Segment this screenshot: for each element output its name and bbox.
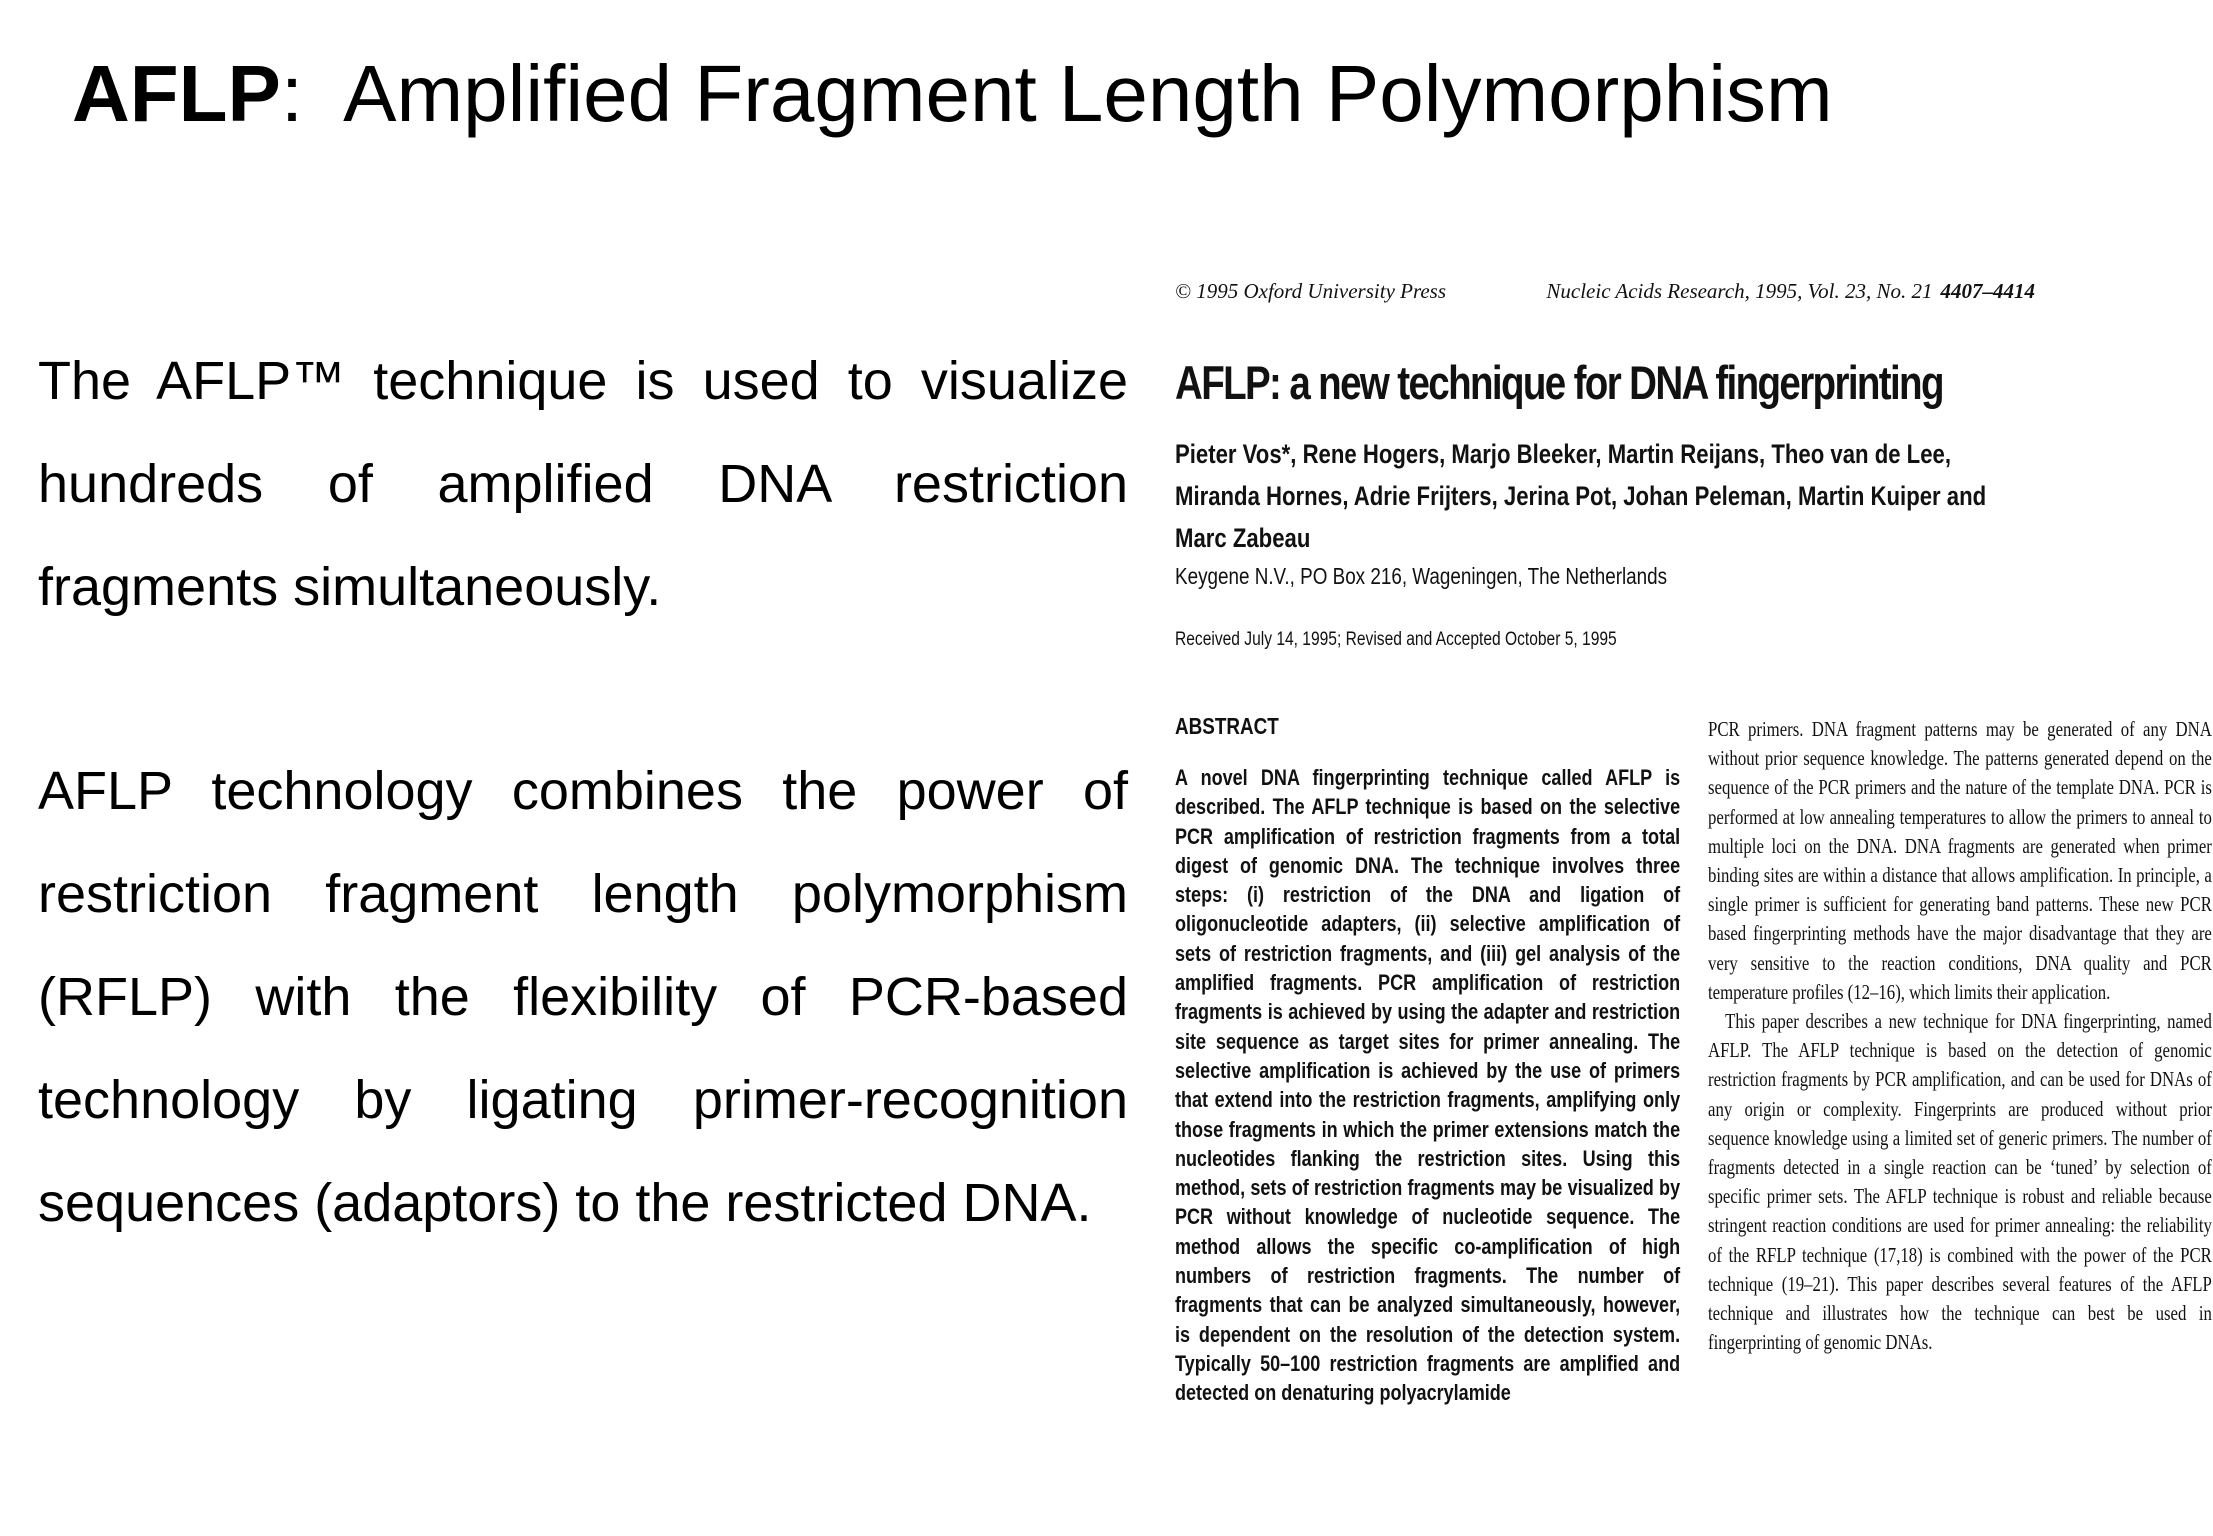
title-abbreviation: AFLP [72, 49, 281, 138]
paper-title: AFLP: a new technique for DNA fingerprinting [1175, 356, 1943, 409]
paper-pages: 4407–4414 [1940, 279, 2035, 303]
technology-paragraph: AFLP technology combines the power of restriction fragment length polymorphism (RFLP) with the flexibility of PCR-based technology by ligating primer-recognition sequences (adaptors) to the restricted DNA. [38, 761, 1128, 1233]
abstract-heading: ABSTRACT [1175, 713, 1279, 739]
abstract-text: A novel DNA fingerprinting technique called AFLP is described. The AFLP technique is based on the selective PCR amplification of restriction fragments from a total digest of genomic DNA. The technique involves three steps: (i) restriction of the DNA and ligation of oligonucleotide adapters, (ii) selective amplification of sets of restriction fragments, and (iii) gel analysis of the amplified fragments. PCR amplification of restriction fragments is achieved by using the adapter and restriction site sequence as target sites for primer annealing. The selective amplification is achieved by the use of primers that extend into the restriction fragments, amplifying only those fragments in which the primer extensions match the nucleotides flanking the restriction sites. Using this method, sets of restriction fragments may be visualized by PCR without knowledge of nucleotide sequence. The method allows the specific co-amplification of high numbers of restriction fragments. The number of fragments that can be analyzed simultaneously, however, is dependent on the resolution of the detection system. Typically 50–100 restriction fragments are amplified and detected on denaturing polyacrylamide [1175, 765, 1681, 1406]
title-colon: : [280, 49, 304, 138]
paper-excerpt-image [1175, 275, 2212, 1430]
title-full-name: Amplified Fragment Length Polymorphism [343, 49, 1833, 138]
intro-paragraph: The AFLP™ technique is used to visualize hundreds of amplified DNA restriction fragments simultaneously. [38, 351, 1128, 617]
slide-title [72, 44, 1833, 144]
abstract-column [1175, 763, 1680, 1408]
paper-copyright: © 1995 Oxford University Press [1175, 279, 1447, 303]
paper-right-column [1708, 715, 2213, 1405]
paper-affiliation: Keygene N.V., PO Box 216, Wageningen, The Netherlands [1175, 563, 1668, 589]
paper-journal: Nucleic Acids Research, 1995, Vol. 23, No. 21 [1546, 279, 1933, 303]
paper-authors: Pieter Vos*, Rene Hogers, Marjo Bleeker, Martin Reijans, Theo van de Lee, Miranda Hornes, Adrie Frijters, Jerina Pot, Johan Peleman, Martin Kuiper and Marc Zabeau [1175, 439, 1987, 553]
paper-journal-citation [1546, 279, 2035, 304]
right-column-paragraph-1: PCR primers. DNA fragment patterns may be generated of any DNA without prior sequence knowledge. The patterns generated depend on the sequence of the PCR primers and the nature of the template DNA. PCR is performed at low annealing temperatures to allow the primers to anneal to multiple loci on the DNA. DNA fragments are generated when primer binding sites are within a distance that allows amplification. In principle, a single primer is sufficient for generating band patterns. These new PCR based fingerprinting methods have the major disadvantage that they are very sensitive to the reaction conditions, DNA quality and PCR temperature profiles (12–16), which limits their application. [1708, 717, 2212, 1004]
right-column-paragraph-2: This paper describes a new technique for DNA fingerprinting, named AFLP. The AFLP technique is based on the detection of genomic restriction fragments by PCR amplification, and can be used for DNAs of any origin or complexity. Fingerprints are produced without prior sequence knowledge using a limited set of generic primers. The number of fragments detected in a single reaction can be ‘tuned’ by selection of specific primer sets. The AFLP technique is robust and reliable because stringent reaction conditions are used for primer annealing: the reliability of the RFLP technique (17,18) is combined with the power of the PCR technique (19–21). This paper describes several features of the AFLP technique and illustrates how the technique can best be used in fingerprinting of genomic DNAs. [1708, 1009, 2212, 1355]
paper-received-dates: Received July 14, 1995; Revised and Accepted October 5, 1995 [1175, 629, 1617, 650]
